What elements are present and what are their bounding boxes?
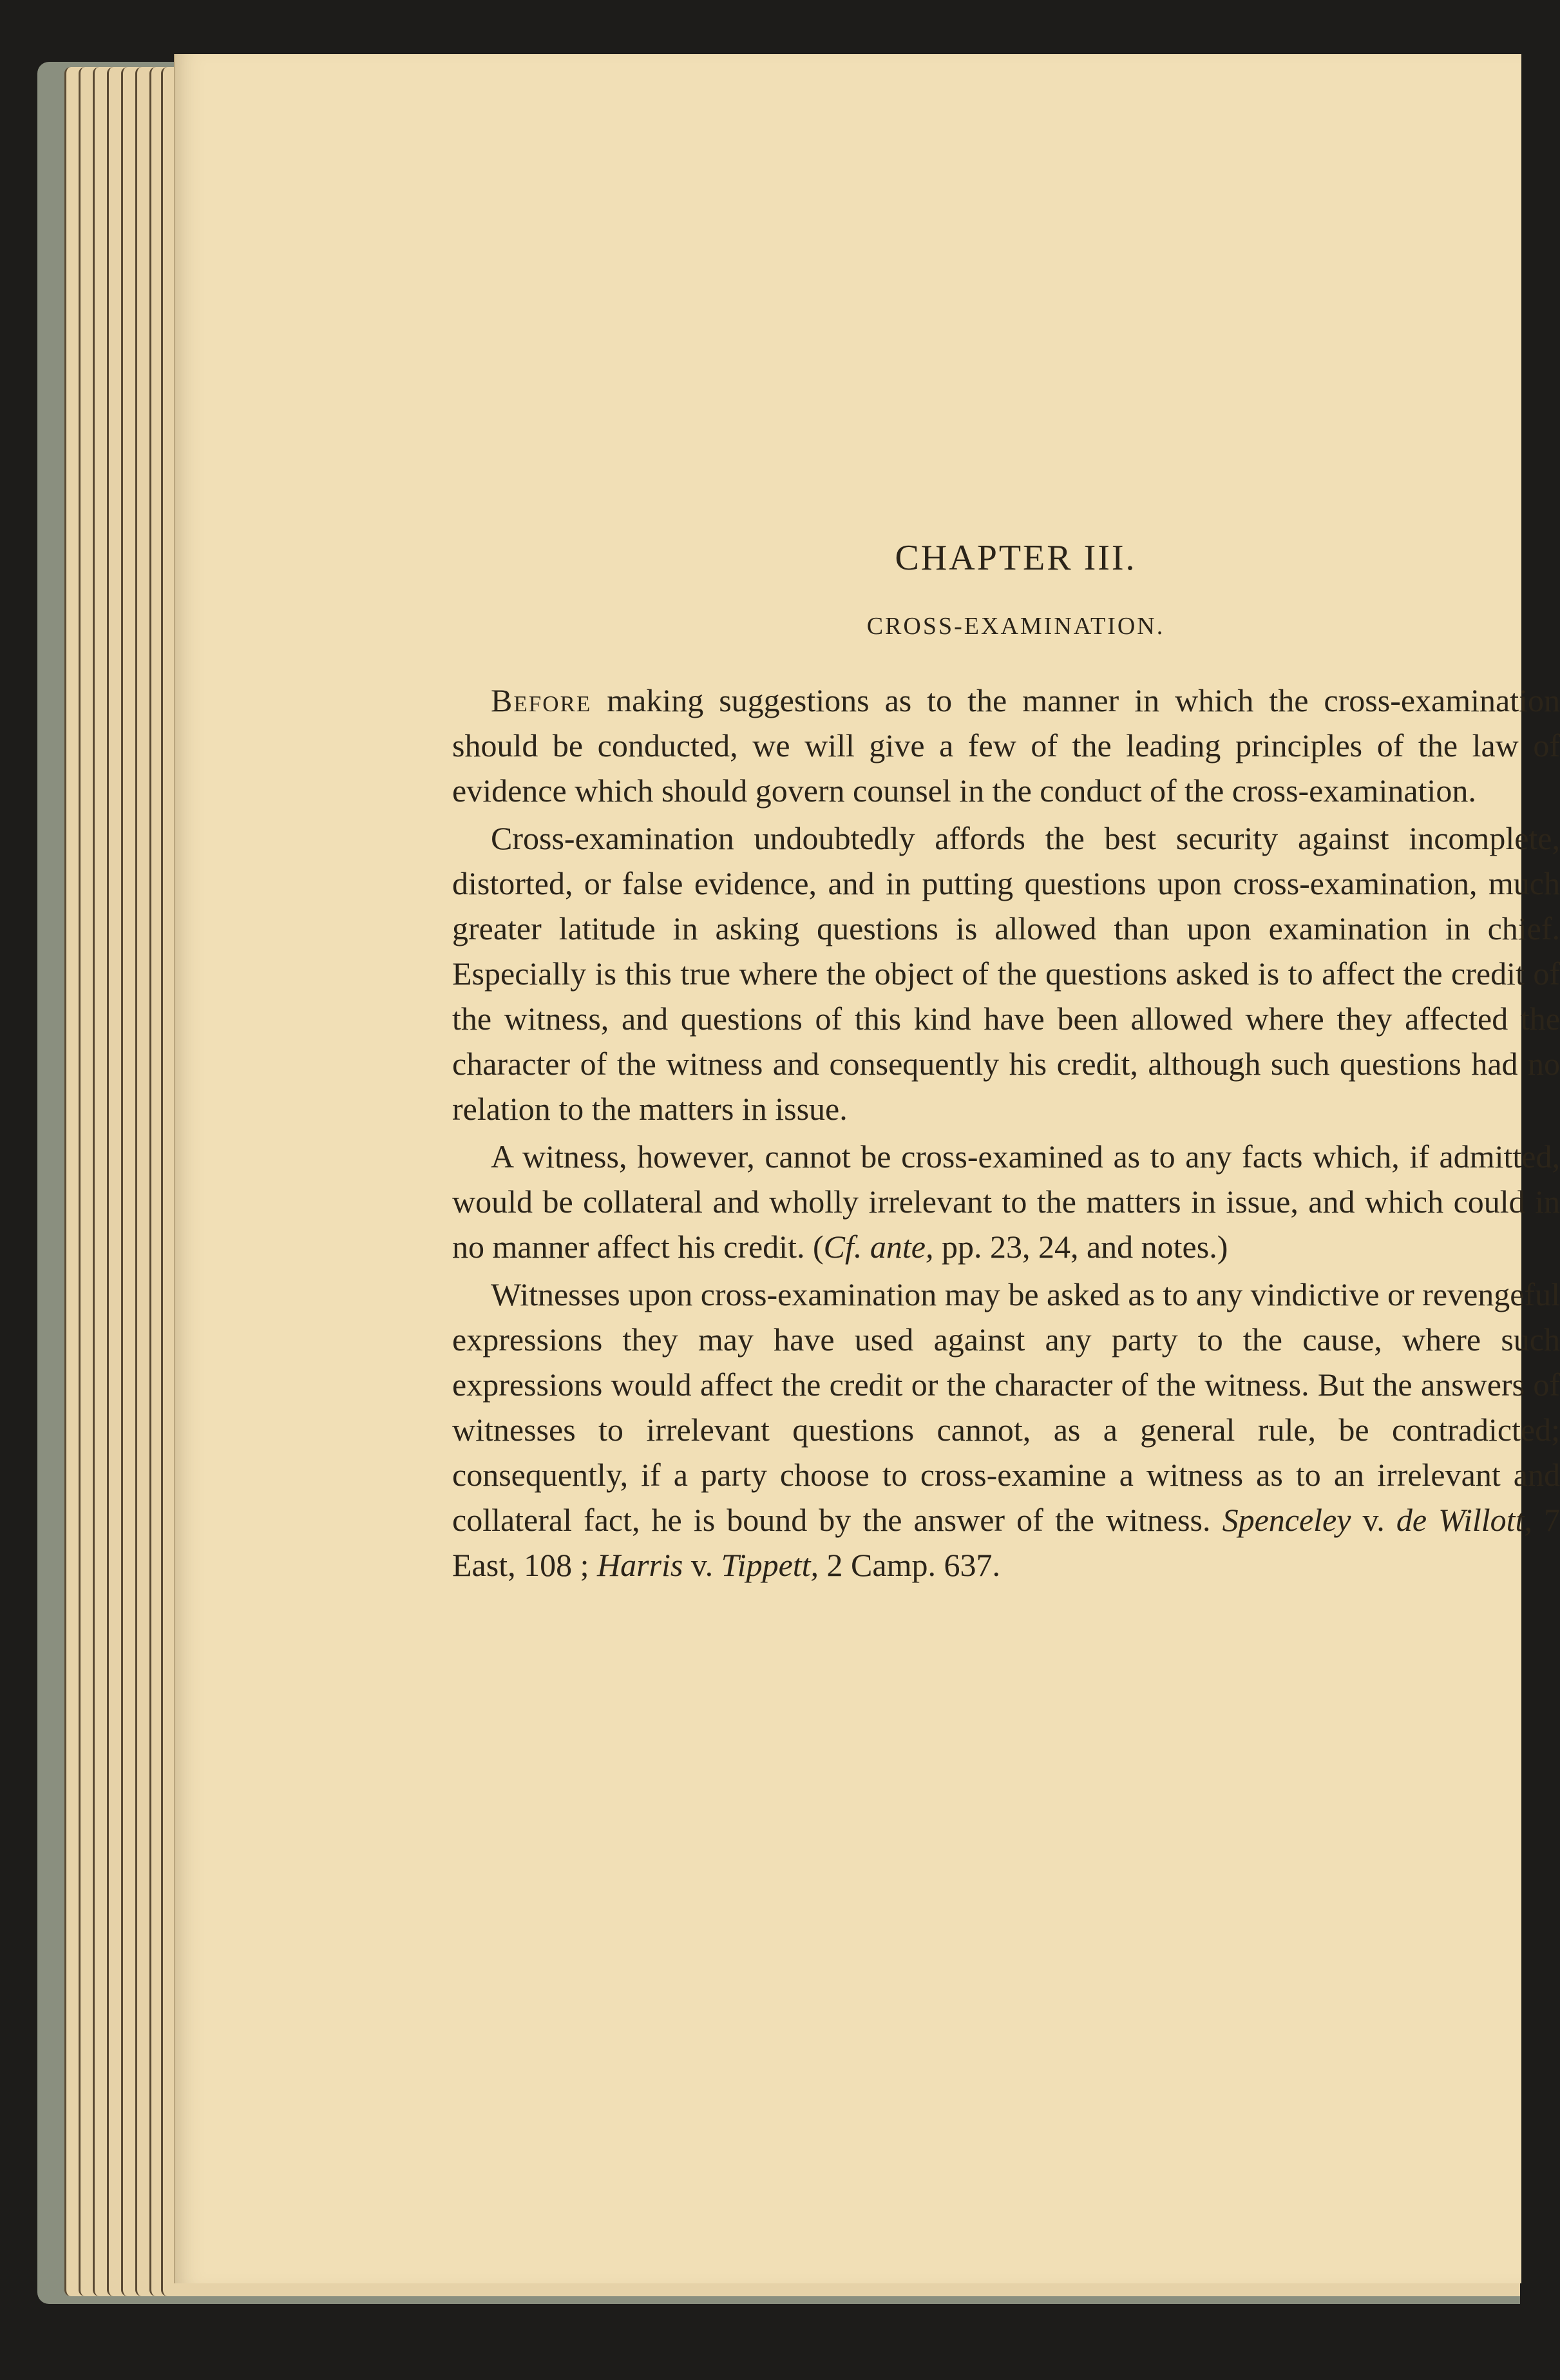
citation: 7 East, 108 ; <box>452 1502 1560 1583</box>
case-name: Spenceley <box>1222 1502 1351 1538</box>
paragraph-4-text-before: Witnesses upon cross-examination may be asked as to any vindictive or revengeful expressions they may have used against any party to the cause, where such expressions would affect the credit or the character of the witness. But the answers of witnesses to irrelevant questions cannot, as a general rule, be contradicted; consequently, if a party choose to cross-examine a witness as to an irrelevant and collateral fact, he is bound by the answer of the witness. <box>452 1276 1560 1538</box>
case-name: Tippett, <box>721 1547 819 1583</box>
paragraph-3-text-before: A witness, however, cannot be cross-examined as to any facts which, if admitted, would be collateral and wholly irrelevant to the matters in issue, and which could in no manner affect his credit. ( <box>452 1138 1560 1265</box>
versus: v. <box>683 1547 721 1583</box>
versus: v. <box>1351 1502 1396 1538</box>
chapter-title: CHAPTER III. <box>895 538 1137 578</box>
page-content <box>452 537 1560 1590</box>
paragraph-1-text: making suggestions as to the manner in which the cross-examination should be conducted, we will give a few of the leading principles of the law of evidence which should govern counsel in the conduct of the cross-examination. <box>452 682 1560 809</box>
paragraph-3-text-after: pp. 23, 24, and notes.) <box>933 1229 1228 1265</box>
paragraph-4 <box>452 1272 1560 1588</box>
citation: 2 Camp. 637. <box>819 1547 1000 1583</box>
paragraph-2: Cross-examination undoubtedly affords the best security against incomplete, distorted, or false evidence, and in putting questions upon cross-examination, much greater latitude in asking questions is allowed than upon examination in chief. Especially is this true where the object of the questions asked is to affect the credit of the witness, and questions of this kind have been allowed where they affected the character of the witness and consequently his credit, although such questions had no relation to the matters in issue. <box>452 820 1560 1127</box>
section-title: CROSS-EXAMINATION. <box>866 613 1165 640</box>
book-page <box>174 54 1560 2283</box>
paragraph-1 <box>452 678 1560 813</box>
lead-word: Before <box>491 682 592 718</box>
citation-italic: Cf. ante, <box>823 1229 934 1265</box>
case-name: Harris <box>596 1547 683 1583</box>
paragraph-3 <box>452 1134 1560 1269</box>
case-name: de Willott, <box>1396 1502 1532 1538</box>
